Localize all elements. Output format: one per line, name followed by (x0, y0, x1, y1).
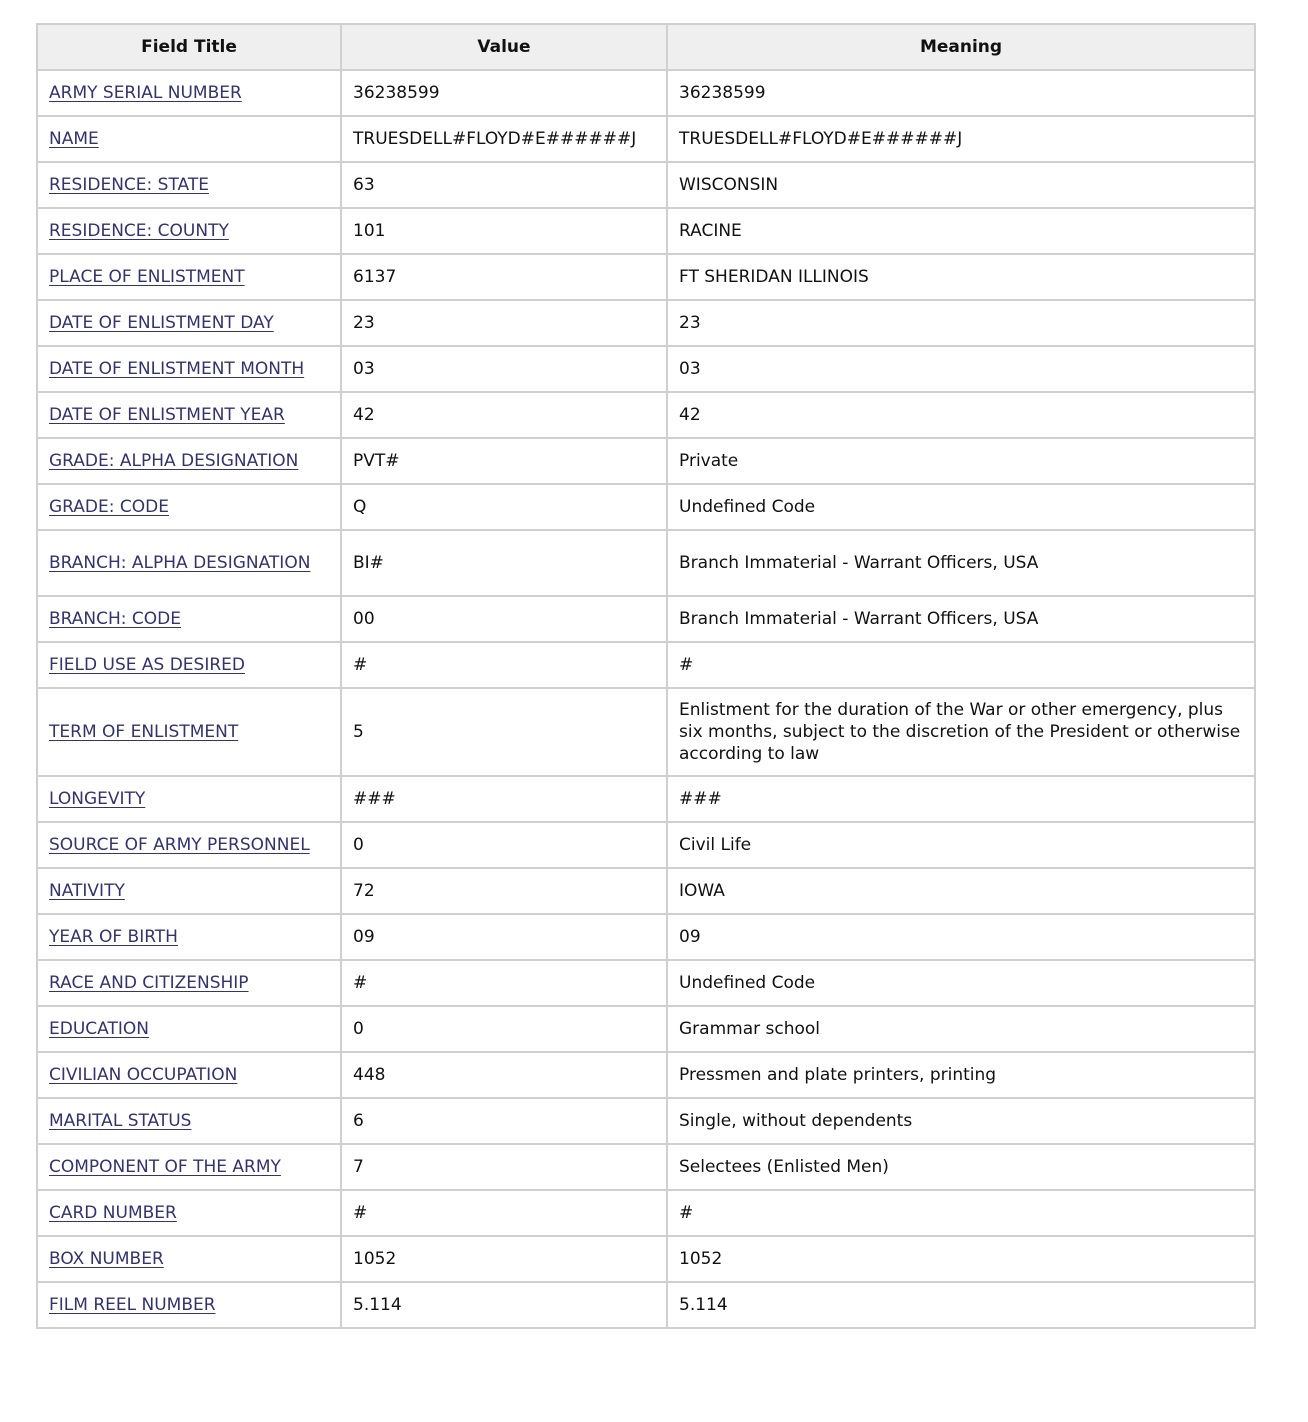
field-title-link[interactable]: GRADE: ALPHA DESIGNATION (49, 451, 299, 471)
meaning-cell: Enlistment for the duration of the War or other emergency, plus six months, subject to the discretion of the President or otherwise according to law (667, 688, 1255, 776)
field-title-link[interactable]: BRANCH: ALPHA DESIGNATION (49, 553, 311, 573)
meaning-cell: Branch Immaterial - Warrant Officers, USA (667, 596, 1255, 642)
field-title-link[interactable]: RESIDENCE: STATE (49, 175, 209, 195)
field-title-cell (37, 1052, 341, 1098)
meaning-cell: Single, without dependents (667, 1098, 1255, 1144)
meaning-cell: # (667, 642, 1255, 688)
field-title-link[interactable]: DATE OF ENLISTMENT MONTH (49, 359, 305, 379)
field-title-link[interactable]: BOX NUMBER (49, 1249, 164, 1269)
table-row (37, 300, 1255, 346)
meaning-cell: 1052 (667, 1236, 1255, 1282)
table-row (37, 484, 1255, 530)
field-title-cell (37, 960, 341, 1006)
field-title-link[interactable]: BRANCH: CODE (49, 609, 181, 629)
meaning-cell: Civil Life (667, 822, 1255, 868)
field-title-link[interactable]: NATIVITY (49, 881, 125, 901)
field-title-cell (37, 1006, 341, 1052)
value-cell: 23 (341, 300, 667, 346)
value-cell: 09 (341, 914, 667, 960)
table-row (37, 914, 1255, 960)
field-title-cell (37, 1190, 341, 1236)
value-cell: PVT# (341, 438, 667, 484)
value-cell: 36238599 (341, 70, 667, 116)
field-title-cell (37, 162, 341, 208)
header-field-title: Field Title (37, 24, 341, 70)
field-title-cell (37, 688, 341, 776)
meaning-cell: 36238599 (667, 70, 1255, 116)
field-title-link[interactable]: SOURCE OF ARMY PERSONNEL (49, 835, 310, 855)
table-row (37, 116, 1255, 162)
meaning-cell: IOWA (667, 868, 1255, 914)
value-cell: 1052 (341, 1236, 667, 1282)
table-row (37, 822, 1255, 868)
table-row (37, 1236, 1255, 1282)
field-title-cell (37, 116, 341, 162)
field-title-link[interactable]: DATE OF ENLISTMENT DAY (49, 313, 274, 333)
meaning-cell: Undefined Code (667, 484, 1255, 530)
field-title-link[interactable]: COMPONENT OF THE ARMY (49, 1157, 281, 1177)
field-title-cell (37, 254, 341, 300)
field-title-cell (37, 530, 341, 596)
field-title-cell (37, 484, 341, 530)
field-title-cell (37, 438, 341, 484)
meaning-cell: Branch Immaterial - Warrant Officers, USA (667, 530, 1255, 596)
field-title-cell (37, 300, 341, 346)
field-title-cell (37, 642, 341, 688)
table-row (37, 208, 1255, 254)
value-cell: 101 (341, 208, 667, 254)
field-title-link[interactable]: CARD NUMBER (49, 1203, 177, 1223)
meaning-cell: 03 (667, 346, 1255, 392)
header-value: Value (341, 24, 667, 70)
field-title-link[interactable]: EDUCATION (49, 1019, 149, 1039)
table-row (37, 642, 1255, 688)
table-row (37, 162, 1255, 208)
meaning-cell: Pressmen and plate printers, printing (667, 1052, 1255, 1098)
value-cell: 63 (341, 162, 667, 208)
value-cell: Q (341, 484, 667, 530)
field-title-cell (37, 822, 341, 868)
field-title-cell (37, 596, 341, 642)
meaning-cell: RACINE (667, 208, 1255, 254)
value-cell: 448 (341, 1052, 667, 1098)
value-cell: # (341, 642, 667, 688)
value-cell: 0 (341, 1006, 667, 1052)
value-cell: ### (341, 776, 667, 822)
field-title-link[interactable]: RACE AND CITIZENSHIP (49, 973, 249, 993)
value-cell: 5 (341, 688, 667, 776)
table-row (37, 346, 1255, 392)
field-title-link[interactable]: FILM REEL NUMBER (49, 1295, 216, 1315)
field-title-link[interactable]: LONGEVITY (49, 789, 146, 809)
value-cell: 7 (341, 1144, 667, 1190)
meaning-cell: Grammar school (667, 1006, 1255, 1052)
field-title-link[interactable]: RESIDENCE: COUNTY (49, 221, 229, 241)
field-title-cell (37, 1282, 341, 1328)
value-cell: 03 (341, 346, 667, 392)
table-row (37, 530, 1255, 596)
meaning-cell: Private (667, 438, 1255, 484)
meaning-cell: 5.114 (667, 1282, 1255, 1328)
field-title-link[interactable]: DATE OF ENLISTMENT YEAR (49, 405, 285, 425)
value-cell: 42 (341, 392, 667, 438)
table-row (37, 1190, 1255, 1236)
meaning-cell: 42 (667, 392, 1255, 438)
value-cell: 6 (341, 1098, 667, 1144)
field-title-link[interactable]: CIVILIAN OCCUPATION (49, 1065, 238, 1085)
field-title-link[interactable]: ARMY SERIAL NUMBER (49, 83, 242, 103)
value-cell: BI# (341, 530, 667, 596)
field-title-cell (37, 1144, 341, 1190)
field-title-cell (37, 868, 341, 914)
table-row (37, 254, 1255, 300)
field-title-link[interactable]: MARITAL STATUS (49, 1111, 192, 1131)
meaning-cell: WISCONSIN (667, 162, 1255, 208)
table-row (37, 1144, 1255, 1190)
value-cell: 00 (341, 596, 667, 642)
table-row (37, 1052, 1255, 1098)
field-title-cell (37, 208, 341, 254)
meaning-cell: Selectees (Enlisted Men) (667, 1144, 1255, 1190)
field-title-link[interactable]: PLACE OF ENLISTMENT (49, 267, 245, 287)
field-title-cell (37, 346, 341, 392)
value-cell: 6137 (341, 254, 667, 300)
meaning-cell: ### (667, 776, 1255, 822)
field-title-link[interactable]: FIELD USE AS DESIRED (49, 655, 245, 675)
table-row (37, 392, 1255, 438)
field-title-cell (37, 392, 341, 438)
field-title-cell (37, 776, 341, 822)
table-row (37, 960, 1255, 1006)
table-row (37, 868, 1255, 914)
field-title-cell (37, 914, 341, 960)
meaning-cell: FT SHERIDAN ILLINOIS (667, 254, 1255, 300)
header-meaning: Meaning (667, 24, 1255, 70)
value-cell: # (341, 1190, 667, 1236)
table-row (37, 596, 1255, 642)
field-title-cell (37, 70, 341, 116)
table-row (37, 1098, 1255, 1144)
value-cell: 0 (341, 822, 667, 868)
meaning-cell: Undefined Code (667, 960, 1255, 1006)
header-row (37, 24, 1255, 70)
value-cell: 72 (341, 868, 667, 914)
field-title-link[interactable]: TERM OF ENLISTMENT (49, 722, 239, 742)
value-cell: 5.114 (341, 1282, 667, 1328)
field-title-link[interactable]: YEAR OF BIRTH (49, 927, 178, 947)
value-cell: # (341, 960, 667, 1006)
field-title-cell (37, 1098, 341, 1144)
table-row (37, 438, 1255, 484)
meaning-cell: 09 (667, 914, 1255, 960)
table-row (37, 776, 1255, 822)
field-title-link[interactable]: GRADE: CODE (49, 497, 169, 517)
field-title-link[interactable]: NAME (49, 129, 99, 149)
value-cell: TRUESDELL#FLOYD#E######J (341, 116, 667, 162)
meaning-cell: TRUESDELL#FLOYD#E######J (667, 116, 1255, 162)
meaning-cell: # (667, 1190, 1255, 1236)
field-title-cell (37, 1236, 341, 1282)
record-table (36, 23, 1256, 1329)
table-row (37, 1282, 1255, 1328)
table-row (37, 1006, 1255, 1052)
table-row (37, 70, 1255, 116)
meaning-cell: 23 (667, 300, 1255, 346)
table-row (37, 688, 1255, 776)
